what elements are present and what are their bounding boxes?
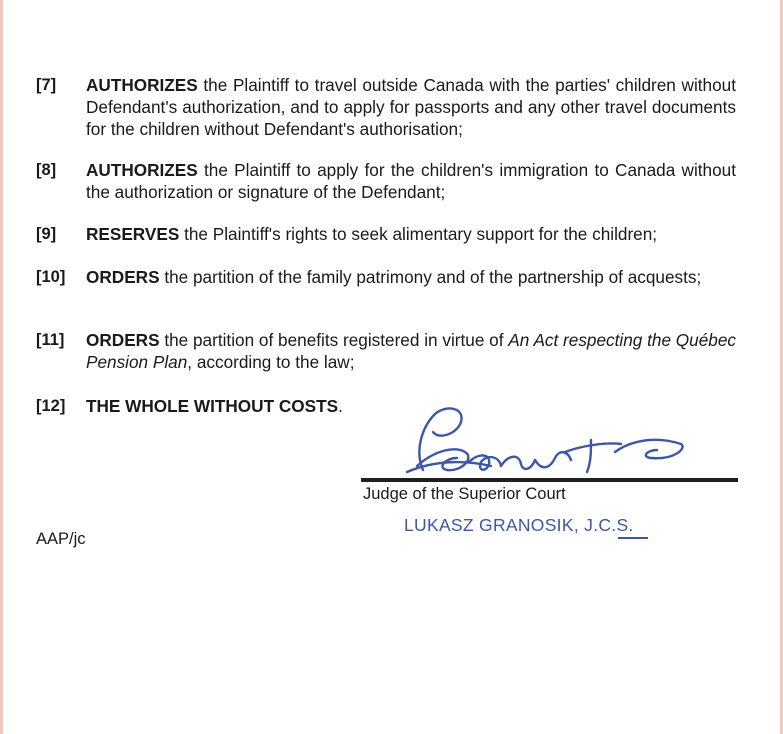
judge-name-stamp: LUKASZ GRANOSIK, J.C.S.	[404, 515, 634, 535]
paragraph-keyword: ORDERS	[86, 267, 160, 287]
paragraph-number: [12]	[36, 397, 66, 415]
paragraph-8	[36, 159, 736, 203]
paragraph-number: [9]	[36, 225, 57, 243]
paragraph-keyword: THE WHOLE WITHOUT COSTS	[86, 396, 339, 416]
paragraph-body: the Plaintiff to travel outside Canada with the parties' children without Defendant's authorization, and to apply for passports and any other travel documents for the children without Defendant's authorisation;	[86, 75, 736, 139]
paragraph-keyword: AUTHORIZES	[86, 160, 198, 180]
signature-line	[361, 478, 738, 482]
paragraph-7	[36, 74, 736, 140]
paragraph-10	[36, 266, 736, 288]
paragraph-text	[86, 74, 736, 140]
paragraph-body: the partition of the family patrimony and of the partnership of acquests;	[159, 267, 702, 287]
paragraph-text	[86, 223, 736, 245]
paragraph-number: [7]	[36, 76, 57, 94]
paragraph-11	[36, 329, 736, 373]
typist-initials: AAP/jc	[36, 530, 86, 548]
judge-title: Judge of the Superior Court	[363, 485, 566, 503]
paragraph-number: [8]	[36, 161, 57, 179]
paragraph-number: [10]	[36, 268, 66, 286]
paragraph-keyword: AUTHORIZES	[86, 75, 198, 95]
stamp-underline	[618, 537, 648, 539]
paragraph-text	[86, 159, 736, 203]
paragraph-9	[36, 223, 736, 245]
paragraph-body: the Plaintiff's rights to seek alimentary support for the children;	[179, 224, 658, 244]
paragraph-body: .	[338, 396, 343, 416]
paragraph-keyword: ORDERS	[86, 330, 160, 350]
signature-graphic	[395, 400, 695, 480]
paragraph-body: the partition of benefits registered in virtue of	[159, 330, 509, 350]
paragraph-body: the Plaintiff to apply for the children's immigration to Canada without the authorization or signature of the Defendant;	[86, 160, 736, 202]
paragraph-text	[86, 329, 736, 373]
paragraph-number: [11]	[36, 331, 65, 349]
paragraph-body-end: , according to the law;	[187, 352, 355, 372]
paragraph-keyword: RESERVES	[86, 224, 180, 244]
paragraph-text	[86, 266, 736, 288]
page-edge-left	[0, 0, 3, 734]
statute-title: An Act respecting the Québec Pension Plan	[86, 330, 736, 372]
